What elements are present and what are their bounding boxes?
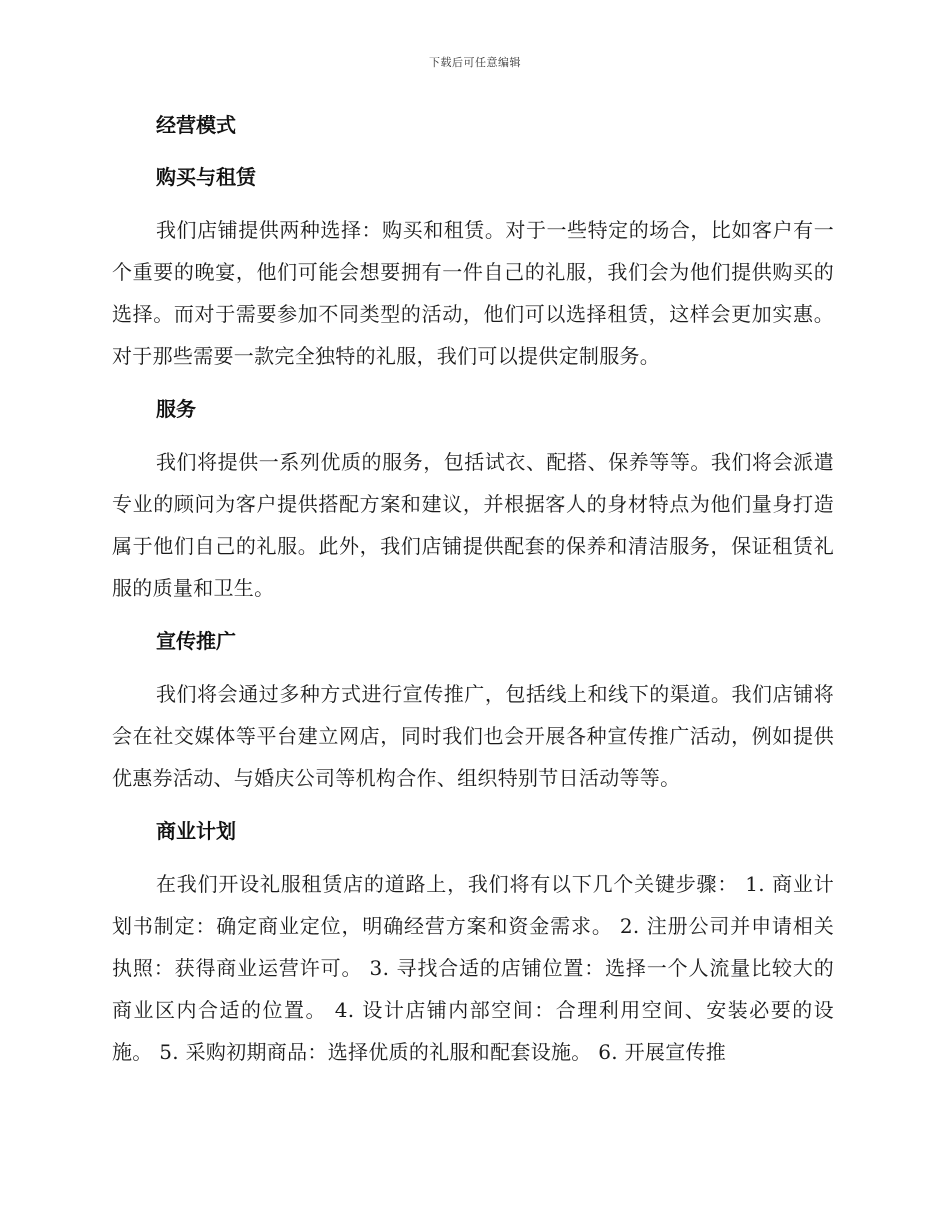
section-heading-purchase-rental: 购买与租赁 — [156, 165, 256, 189]
document-body — [112, 105, 834, 1085]
section-heading-business-model: 经营模式 — [156, 113, 236, 137]
paragraph-promotion: 我们将会通过多种方式进行宣传推广，包括线上和线下的渠道。我们店铺将会在社交媒体等平台建立网店，同时我们也会开展各种宣传推广活动，例如提供优惠券活动、与婚庆公司等机构合作、组织特别节日活动等等。 — [112, 682, 834, 790]
section-heading-business-plan: 商业计划 — [156, 819, 236, 843]
section-heading-service: 服务 — [156, 397, 196, 421]
paragraph-service: 我们将提供一系列优质的服务，包括试衣、配搭、保养等等。我们将会派遣专业的顾问为客户提供搭配方案和建议，并根据客人的身材特点为他们量身打造属于他们自己的礼服。此外，我们店铺提供配套的保养和清洁服务，保证租赁礼服的质量和卫生。 — [112, 450, 834, 600]
paragraph-purchase-rental: 我们店铺提供两种选择：购买和租赁。对于一些特定的场合，比如客户有一个重要的晚宴，他们可能会想要拥有一件自己的礼服，我们会为他们提供购买的选择。而对于需要参加不同类型的活动，他们可以选择租赁，这样会更加实惠。对于那些需要一款完全独特的礼服，我们可以提供定制服务。 — [112, 218, 834, 368]
paragraph-business-plan: 在我们开设礼服租赁店的道路上，我们将有以下几个关键步骤： 1. 商业计划书制定：确定商业定位，明确经营方案和资金需求。 2. 注册公司并申请相关执照：获得商业运营许可。 3. 寻找合适的店铺位置：选择一个人流量比较大的商业区内合适的位置。 4. 设计店铺内部空间：合理利用空间、安装必要的设施。 5. 采购初期商品：选择优质的礼服和配套设施。 6. 开展宣传推 — [112, 872, 834, 1064]
section-heading-promotion: 宣传推广 — [156, 629, 236, 653]
page-header-note: 下载后可任意编辑 — [429, 56, 521, 69]
